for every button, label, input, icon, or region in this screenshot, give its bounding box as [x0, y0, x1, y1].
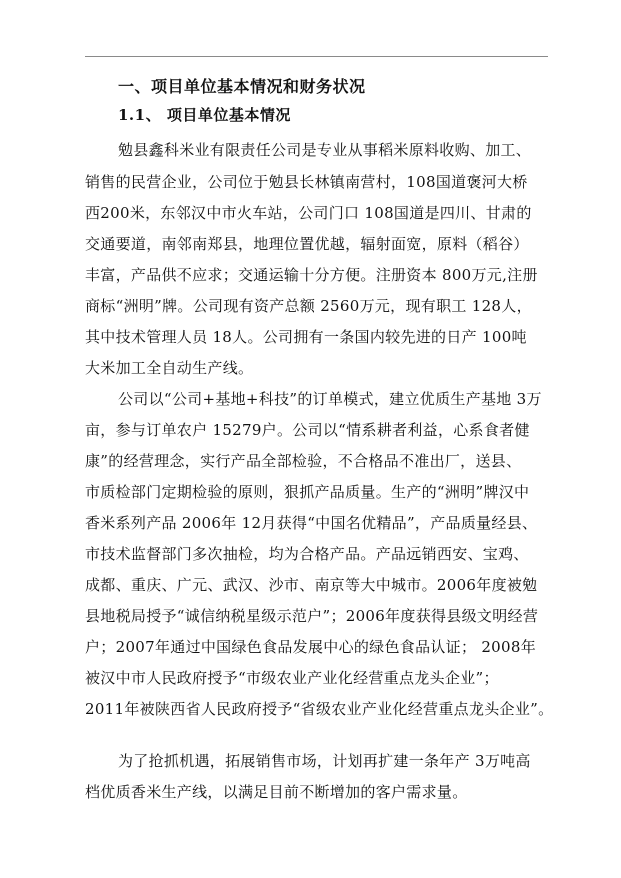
paragraph-2-line: 被汉中市人民政府授予“市级农业产业化经营重点龙头企业”；: [85, 669, 499, 687]
paragraph-1-line: 销售的民营企业，公司位于勉县长林镇南营村，108国道褒河大桥: [85, 173, 528, 191]
paragraph-1-line: 商标“洲明”牌。公司现有资产总额 2560万元，现有职工 128人，: [85, 297, 532, 315]
section-heading: 一、项目单位基本情况和财务状况: [118, 77, 366, 96]
paragraph-2-line: 亩，参与订单农户 15279户。公司以“情系耕者利益，心系食者健: [85, 421, 530, 439]
header-rule: [85, 56, 548, 57]
paragraph-2-line: 公司以“公司+基地+科技”的订单模式，建立优质生产基地 3万: [118, 390, 542, 408]
subsection-heading: 1.1、 项目单位基本情况: [118, 106, 291, 124]
paragraph-2-line: 户；2007年通过中国绿色食品发展中心的绿色食品认证； 2008年: [85, 638, 537, 656]
paragraph-2-line: 县地税局授予“诚信纳税星级示范户”；2006年度获得县级文明经营: [85, 607, 539, 625]
paragraph-1-line: 交通要道，南邻南郑县，地理位置优越，辐射面宽，原料（稻谷）: [85, 235, 529, 253]
paragraph-2-line: 市技术监督部门多次抽检，均为合格产品。产品远销西安、宝鸡、: [85, 545, 529, 563]
paragraph-2-line: 市质检部门定期检验的原则，狠抓产品质量。生产的“洲明”牌汉中: [85, 483, 530, 501]
paragraph-1-line: 其中技术管理人员 18人。公司拥有一条国内较先进的日产 100吨: [85, 328, 527, 346]
paragraph-1-line: 丰富，产品供不应求；交通运输十分方便。注册资本 800万元,注册: [85, 266, 538, 284]
paragraph-3-line: 档优质香米生产线，以满足目前不断增加的客户需求量。: [85, 783, 468, 801]
paragraph-1-line: 西200米，东邻汉中市火车站，公司门口 108国道是四川、甘肃的: [85, 204, 532, 222]
paragraph-1-line: 大米加工全自动生产线。: [85, 359, 254, 377]
paragraph-2-line: 康”的经营理念，实行产品全部检验，不合格品不准出厂，送县、: [85, 452, 522, 470]
paragraph-2-line: 成都、重庆、广元、武汉、沙市、南京等大中城市。2006年度被勉: [85, 576, 538, 594]
paragraph-2-line: 2011年被陕西省人民政府授予“省级农业产业化经营重点龙头企业”。: [85, 700, 554, 718]
paragraph-3-line: 为了抢抓机遇，拓展销售市场，计划再扩建一条年产 3万吨高: [118, 752, 531, 770]
paragraph-1-line: 勉县鑫科米业有限责任公司是专业从事稻米原料收购、加工、: [118, 141, 532, 159]
paragraph-2-line: 香米系列产品 2006年 12月获得“中国名优精品”，产品质量经县、: [85, 514, 538, 532]
